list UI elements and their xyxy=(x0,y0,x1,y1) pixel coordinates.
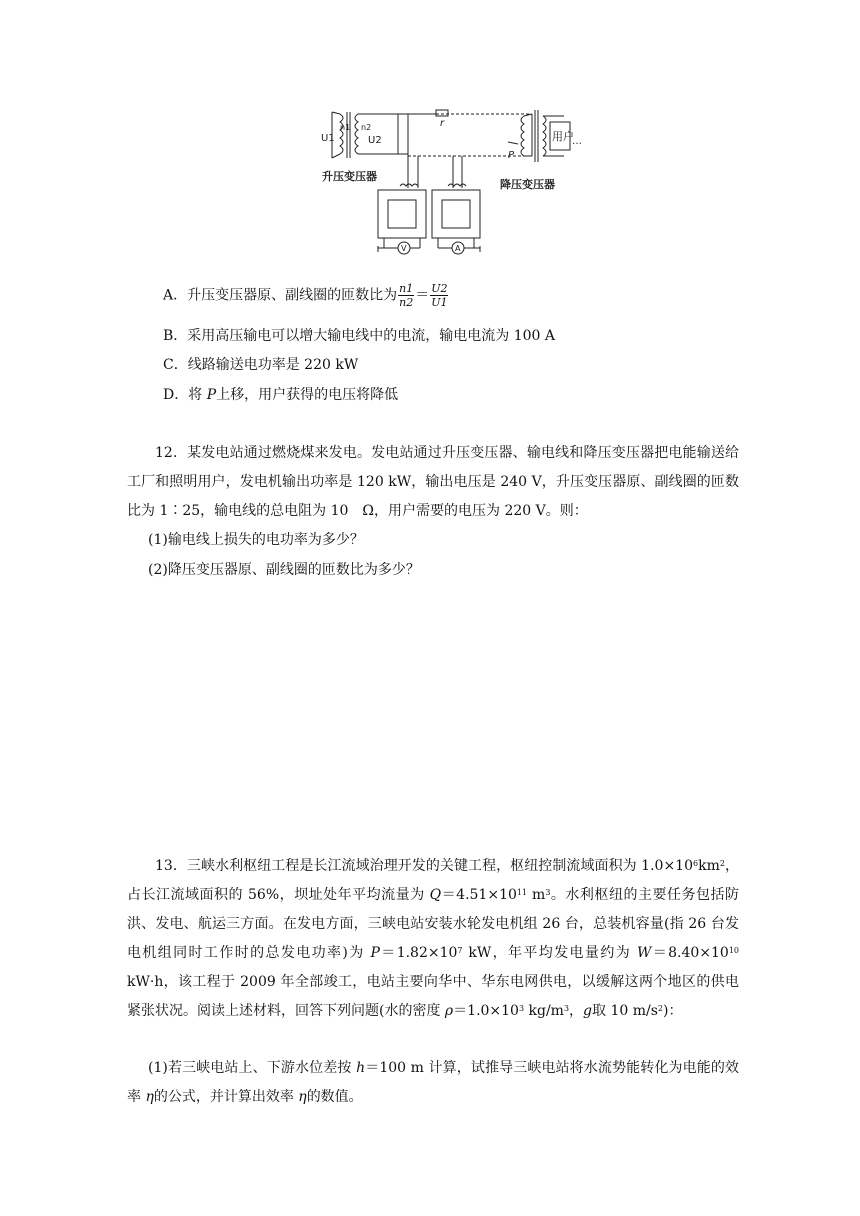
ammeter-symbol: A xyxy=(455,244,461,253)
question-12-stem: 12．某发电站通过燃烧煤来发电。发电站通过升压变压器、输电线和降压变压器把电能输送给工厂和照明用户，发电机输出功率是 120 kW，输出电压是 240 V，升压变压器原、副线圈的匝数比为 1∶25，输电线的总电阻为 10 Ω，用户需要的电压为 220 V。则： xyxy=(127,445,739,519)
label-r: r xyxy=(440,118,445,129)
label-n1: n1 xyxy=(340,123,351,132)
label-user: 用户 xyxy=(552,130,574,143)
label-step-down: 降压变压器 xyxy=(500,178,555,191)
label-u1: U1 xyxy=(321,133,335,144)
label-step-up: 升压变压器 xyxy=(322,170,377,183)
question-13-stem: 13．三峡水利枢纽工程是长江流域治理开发的关键工程，枢纽控制流域面积为 $1.0\times 10^6km^2$，占长江流域面积的 56%，坝址处年平均流量为 $Q=4.51\times 10^{11}$ $m^3$。水利枢纽的主要任务包括防洪、发电、航运三方面。在发电方面，三峡电站安装水轮发电机组 26 台，总装机容量(指 26 台发电机组同时工作时的总发电功率)为 $P=1.82\times 10^7$ kW，年平均发电量约为 $W=8.40\times 10^{10}$ kW·h，该工程于 2009 年全部竣工，电站主要向华中、华东电网供电，以缓解这两个地区的供电紧张状况。阅读上述材料，回答下列问题(水的密度 $\rho=1.0\times 10^3$ $kg/m^3$，g取 10 $m/s^2$)： xyxy=(127,858,740,1019)
label-p: P xyxy=(508,150,515,161)
label-u2: U2 xyxy=(368,135,382,146)
power-transmission-diagram xyxy=(318,100,588,260)
option-d: D．将 P上移，用户获得的电压将降低 xyxy=(163,387,399,403)
option-a: A．升压变压器原、副线圈的匝数比为 $\frac{n1}{n2}$ ＝ $\frac{U2}{U1}$ xyxy=(163,282,448,309)
ratio-u2-u1: $\frac{U2}{U1}$ xyxy=(431,282,448,309)
option-c: C．线路输送电功率是 220 kW xyxy=(163,357,359,373)
label-n2: n2 xyxy=(361,123,372,132)
question-13-part-1: (1)若三峡电站上、下游水位差按 h＝100 m 计算，试推导三峡电站将水流势能转化为电能的效率 η的公式，并计算出效率 η的数值。 xyxy=(127,1060,739,1105)
label-dots: … xyxy=(572,136,582,147)
voltmeter-symbol: V xyxy=(401,244,407,253)
option-b: B．采用高压输电可以增大输电线中的电流，输电电流为 100 A xyxy=(163,328,556,344)
ratio-n1-n2: $\frac{n1}{n2}$ xyxy=(399,282,414,309)
question-12-part-2: (2)降压变压器原、副线圈的匝数比为多少？ xyxy=(148,562,420,578)
question-12-part-1: (1)输电线上损失的电功率为多少？ xyxy=(148,532,364,548)
